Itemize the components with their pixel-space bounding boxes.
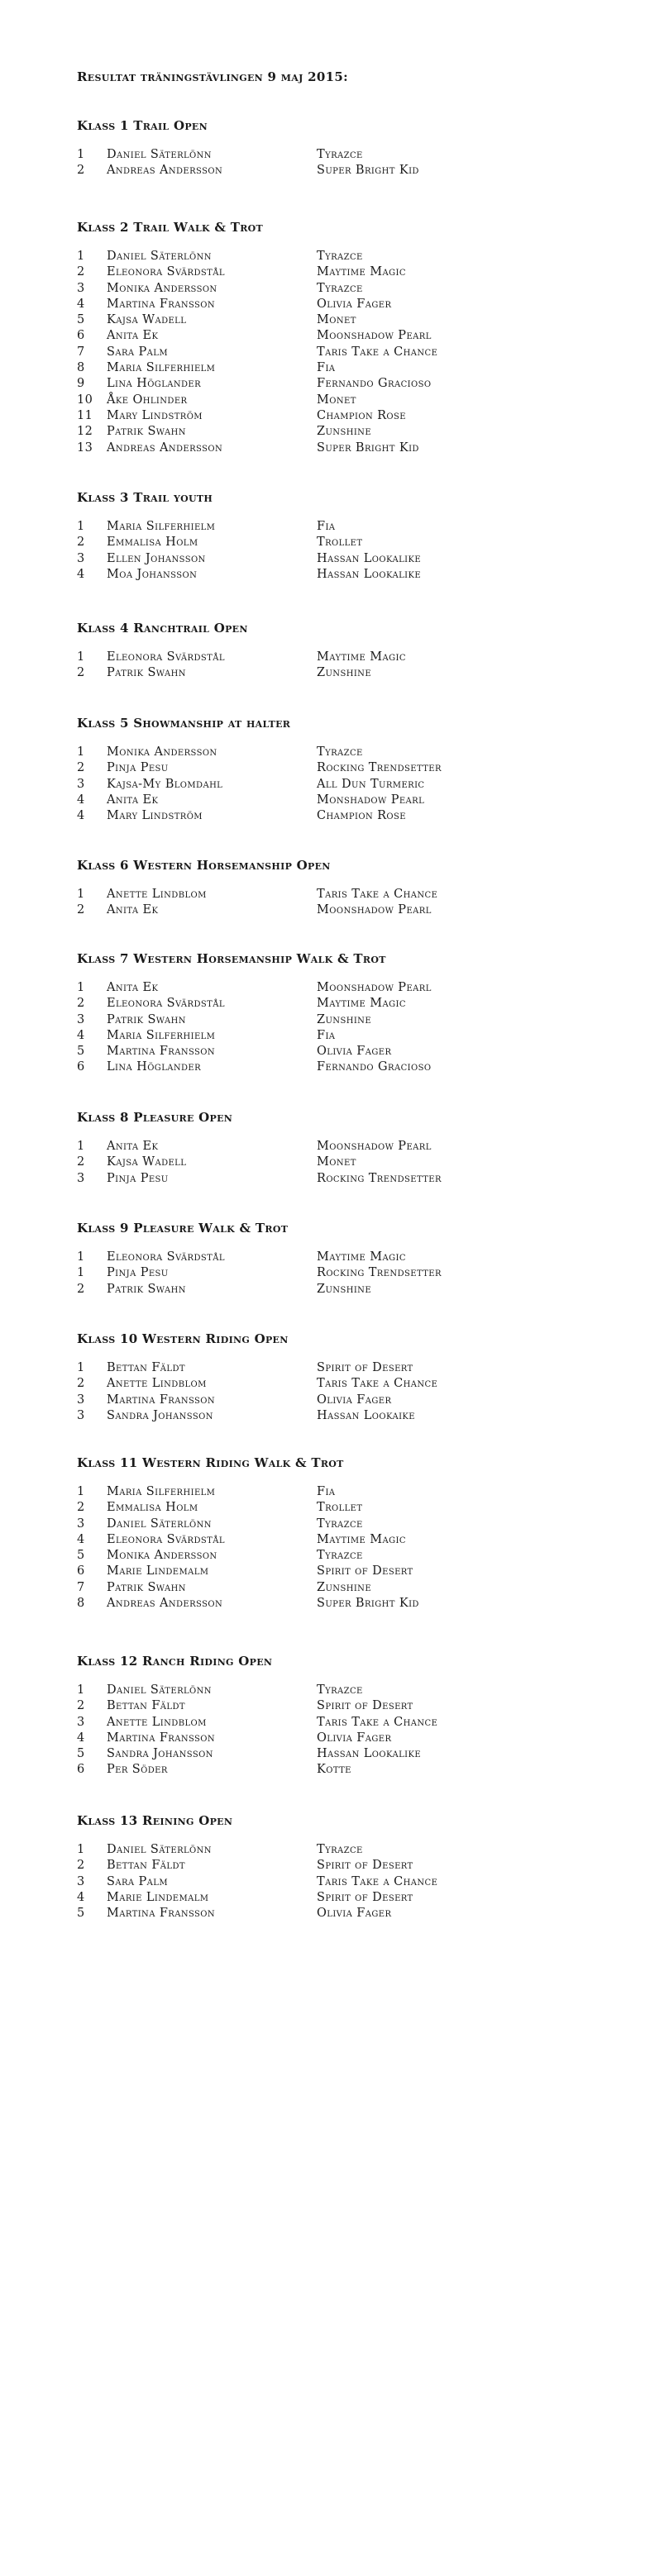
result-row [77,424,606,440]
horse-name: Moonshadow Pearl [317,903,432,917]
klass-title: Klass 13 Reining Open [77,1813,233,1828]
rider-name: Anette Lindblom [107,888,207,901]
result-row [77,312,606,328]
result-row [77,1564,606,1579]
result-rank: 2 [77,761,85,775]
horse-name: Spirit of Desert [317,1564,413,1578]
klass-section [77,1109,606,1187]
rider-name: Anita Ek [107,1140,159,1153]
horse-name: Spirit of Desert [317,1361,413,1374]
horse-name: Zunshine [317,1282,372,1296]
result-row [77,1282,606,1298]
horse-name: Hassan Lookalike [317,1747,422,1761]
result-rank: 3 [77,551,85,565]
result-rank: 3 [77,1393,85,1407]
result-row [77,1044,606,1059]
result-rank: 3 [77,1408,85,1422]
horse-name: Tyrazce [317,1683,363,1697]
result-rank: 1 [77,981,85,994]
result-rank: 2 [77,1282,85,1296]
result-rank: 3 [77,1517,85,1531]
horse-name: Tyrazce [317,1549,363,1563]
horse-name: Fia [317,520,336,533]
result-rank: 6 [77,329,85,343]
klass-section [77,1331,606,1424]
rider-name: Eleonora Svärdstål [107,1532,225,1546]
klass-section [77,1220,606,1298]
rider-name: Daniel Säterlönn [107,148,212,161]
result-rank: 2 [77,1155,85,1169]
horse-name: Tyrazce [317,250,363,263]
rider-name: Eleonora Svärdstål [107,997,225,1011]
result-rank: 3 [77,281,85,295]
horse-name: Fernando Gracioso [317,377,432,391]
result-rank: 8 [77,1597,85,1611]
horse-name: Tyrazce [317,148,363,161]
result-rank: 6 [77,1763,85,1777]
horse-name: Super Bright Kid [317,164,419,178]
horse-name: Olivia Fager [317,1731,392,1745]
result-row [77,1171,606,1187]
klass-section [77,620,606,682]
result-row [77,1408,606,1424]
result-row [77,1715,606,1731]
rider-name: Per Söder [107,1763,168,1777]
result-rank: 2 [77,666,85,680]
rider-name: Marie Lindemalm [107,1890,209,1904]
result-row [77,665,606,681]
result-row [77,1683,606,1698]
result-rank: 1 [77,1250,85,1264]
rider-name: Martina Fransson [107,1393,216,1407]
result-rank: 1 [77,148,85,161]
horse-name: Moonshadow Pearl [317,329,432,343]
result-rank: 3 [77,1012,85,1026]
horse-name: Monet [317,1155,356,1169]
result-row [77,1517,606,1532]
result-row [77,793,606,808]
result-rank: 11 [77,408,93,422]
rider-name: Moa Johansson [107,567,198,581]
result-rank: 3 [77,1874,85,1888]
rider-name: Pinja Pesu [107,761,169,775]
result-row [77,745,606,760]
result-row [77,408,606,424]
result-row [77,440,606,456]
rider-name: Martina Fransson [107,1907,216,1921]
horse-name: Olivia Fager [317,297,392,311]
horse-name: Tyrazce [317,745,363,759]
horse-name: Taris Take a Chance [317,1377,438,1391]
result-rank: 1 [77,1683,85,1697]
rider-name: Lina Höglander [107,377,202,391]
result-row [77,760,606,776]
result-row [77,1874,606,1890]
horse-name: Spirit of Desert [317,1859,413,1873]
rider-name: Anita Ek [107,981,159,994]
result-rank: 2 [77,164,85,178]
horse-name: Taris Take a Chance [317,345,438,359]
result-row [77,297,606,312]
result-rank: 4 [77,1028,85,1042]
rider-name: Patrik Swahn [107,425,186,439]
result-rank: 4 [77,297,85,311]
rider-name: Anette Lindblom [107,1715,207,1729]
horse-name: Zunshine [317,666,372,680]
result-rank: 4 [77,1532,85,1546]
result-rank: 4 [77,809,85,823]
result-row [77,1890,606,1906]
result-row [77,1265,606,1281]
result-rank: 4 [77,1731,85,1745]
result-rank: 13 [77,440,93,455]
rider-name: Daniel Säterlönn [107,250,212,263]
result-row [77,902,606,918]
result-rank: 4 [77,793,85,807]
result-rank: 2 [77,1377,85,1391]
horse-name: All Dun Turmeric [317,777,425,791]
horse-name: Taris Take a Chance [317,1715,438,1729]
klass-title: Klass 2 Trail Walk & Trot [77,220,264,235]
rider-name: Sandra Johansson [107,1747,213,1761]
result-rank: 8 [77,361,85,375]
result-row [77,1580,606,1596]
result-row [77,1500,606,1516]
horse-name: Hassan Lookalike [317,551,422,565]
rider-name: Anita Ek [107,793,159,807]
rider-name: Andreas Andersson [107,1597,223,1611]
klass-section [77,715,606,824]
horse-name: Fia [317,361,336,375]
horse-name: Maytime Magic [317,265,406,279]
horse-name: Fia [317,1028,336,1042]
result-row [77,1842,606,1858]
rider-name: Anette Lindblom [107,1377,207,1391]
result-row [77,1698,606,1714]
rider-name: Maria Silferhielm [107,520,216,533]
result-row [77,1906,606,1921]
rider-name: Martina Fransson [107,1045,216,1059]
result-row [77,1858,606,1874]
rider-name: Pinja Pesu [107,1171,169,1185]
document-title: Resultat träningstävlingen 9 maj 2015: [77,69,348,84]
horse-name: Trollet [317,1501,363,1515]
result-row [77,777,606,793]
result-row [77,1250,606,1265]
horse-name: Super Bright Kid [317,440,419,455]
rider-name: Marie Lindemalm [107,1564,209,1578]
result-row [77,1155,606,1170]
rider-name: Maria Silferhielm [107,1028,216,1042]
horse-name: Taris Take a Chance [317,1874,438,1888]
result-rank: 1 [77,1843,85,1856]
result-rank: 3 [77,777,85,791]
rider-name: Martina Fransson [107,1731,216,1745]
horse-name: Rocking Trendsetter [317,1171,442,1185]
result-row [77,360,606,376]
horse-name: Tyrazce [317,281,363,295]
horse-name: Maytime Magic [317,1250,406,1264]
horse-name: Spirit of Desert [317,1890,413,1904]
result-row [77,1376,606,1392]
rider-name: Bettan Fäldt [107,1859,185,1873]
result-row [77,1548,606,1564]
result-row [77,281,606,297]
rider-name: Eleonora Svärdstål [107,265,225,279]
rider-name: Mary Lindström [107,809,203,823]
result-row [77,551,606,567]
result-rank: 1 [77,745,85,759]
result-rank: 5 [77,1045,85,1059]
horse-name: Super Bright Kid [317,1597,419,1611]
rider-name: Emmalisa Holm [107,536,198,550]
result-rank: 2 [77,997,85,1011]
horse-name: Monet [317,313,356,327]
klass-section [77,1812,606,1921]
result-rank: 1 [77,1266,85,1280]
result-rank: 6 [77,1060,85,1074]
result-rank: 1 [77,1485,85,1498]
result-row [77,376,606,392]
horse-name: Zunshine [317,1580,372,1594]
rider-name: Patrik Swahn [107,1282,186,1296]
result-rank: 4 [77,567,85,581]
rider-name: Monika Andersson [107,745,217,759]
horse-name: Olivia Fager [317,1393,392,1407]
horse-name: Maytime Magic [317,650,406,664]
horse-name: Moonshadow Pearl [317,1140,432,1153]
rider-name: Lina Höglander [107,1060,202,1074]
result-row [77,1762,606,1778]
horse-name: Hassan Lookaike [317,1408,416,1422]
horse-name: Rocking Trendsetter [317,1266,442,1280]
result-rank: 2 [77,1699,85,1713]
rider-name: Monika Andersson [107,281,217,295]
rider-name: Mary Lindström [107,408,203,422]
result-row [77,1532,606,1548]
horse-name: Hassan Lookalike [317,567,422,581]
rider-name: Kajsa-My Blomdahl [107,777,223,791]
horse-name: Rocking Trendsetter [317,761,442,775]
result-row [77,1139,606,1155]
rider-name: Kajsa Wadell [107,313,187,327]
horse-name: Fernando Gracioso [317,1060,432,1074]
klass-title: Klass 8 Pleasure Open [77,1110,233,1125]
rider-name: Patrik Swahn [107,1012,186,1026]
horse-name: Trollet [317,536,363,550]
rider-name: Andreas Andersson [107,164,223,178]
klass-section [77,117,606,179]
result-row [77,996,606,1012]
result-row [77,1731,606,1746]
result-rank: 2 [77,536,85,550]
result-row [77,567,606,583]
result-row [77,393,606,408]
result-rank: 2 [77,265,85,279]
result-rank: 6 [77,1564,85,1578]
rider-name: Åke Ohlinder [107,393,188,407]
horse-name: Monshadow Pearl [317,793,425,807]
result-row [77,808,606,824]
result-rank: 7 [77,1580,85,1594]
horse-name: Kotte [317,1763,351,1777]
klass-title: Klass 6 Western Horsemanship Open [77,858,331,873]
rider-name: Martina Fransson [107,297,216,311]
result-row [77,650,606,665]
result-rank: 1 [77,250,85,263]
klass-title: Klass 9 Pleasure Walk & Trot [77,1221,289,1236]
rider-name: Monika Andersson [107,1549,217,1563]
result-rank: 3 [77,1715,85,1729]
result-rank: 5 [77,1549,85,1563]
result-rank: 1 [77,520,85,533]
rider-name: Ellen Johansson [107,551,206,565]
result-rank: 10 [77,393,93,407]
result-rank: 5 [77,313,85,327]
klass-title: Klass 10 Western Riding Open [77,1331,289,1346]
klass-section [77,1653,606,1778]
result-rank: 5 [77,1747,85,1761]
horse-name: Champion Rose [317,809,406,823]
rider-name: Anita Ek [107,903,159,917]
result-row [77,163,606,179]
horse-name: Taris Take a Chance [317,888,438,901]
horse-name: Zunshine [317,1012,372,1026]
result-rank: 2 [77,1501,85,1515]
result-row [77,1012,606,1028]
result-rank: 5 [77,1907,85,1921]
result-row [77,264,606,280]
result-rank: 1 [77,1361,85,1374]
result-rank: 1 [77,1140,85,1153]
result-row [77,1059,606,1075]
klass-title: Klass 1 Trail Open [77,118,208,133]
result-rank: 3 [77,1171,85,1185]
result-row [77,1028,606,1044]
result-rank: 2 [77,1859,85,1873]
horse-name: Fia [317,1485,336,1498]
result-row [77,328,606,344]
rider-name: Bettan Fäldt [107,1361,185,1374]
result-rank: 2 [77,903,85,917]
result-row [77,249,606,264]
result-row [77,1746,606,1762]
rider-name: Kajsa Wadell [107,1155,187,1169]
rider-name: Daniel Säterlönn [107,1517,212,1531]
klass-section [77,219,606,456]
result-row [77,1596,606,1612]
rider-name: Andreas Andersson [107,440,223,455]
klass-section [77,1455,606,1612]
rider-name: Sara Palm [107,1874,168,1888]
klass-title: Klass 4 Ranchtrail Open [77,621,248,636]
rider-name: Patrik Swahn [107,666,186,680]
horse-name: Maytime Magic [317,1532,406,1546]
klass-title: Klass 5 Showmanship at halter [77,716,291,731]
rider-name: Maria Silferhielm [107,361,216,375]
rider-name: Eleonora Svärdstål [107,1250,225,1264]
rider-name: Anita Ek [107,329,159,343]
rider-name: Eleonora Svärdstål [107,650,225,664]
klass-section [77,489,606,583]
horse-name: Zunshine [317,425,372,439]
result-row [77,535,606,550]
klass-title: Klass 3 Trail youth [77,490,213,505]
result-row [77,1393,606,1408]
result-rank: 1 [77,650,85,664]
klass-section [77,950,606,1076]
result-rank: 12 [77,425,93,439]
result-row [77,519,606,535]
rider-name: Pinja Pesu [107,1266,169,1280]
horse-name: Olivia Fager [317,1045,392,1059]
result-rank: 1 [77,888,85,901]
horse-name: Tyrazce [317,1843,363,1856]
rider-name: Bettan Fäldt [107,1699,185,1713]
result-row [77,147,606,163]
rider-name: Sandra Johansson [107,1408,213,1422]
rider-name: Daniel Säterlönn [107,1683,212,1697]
result-row [77,1360,606,1376]
horse-name: Spirit of Desert [317,1699,413,1713]
rider-name: Sara Palm [107,345,168,359]
horse-name: Olivia Fager [317,1907,392,1921]
horse-name: Tyrazce [317,1517,363,1531]
klass-title: Klass 7 Western Horsemanship Walk & Trot [77,951,386,966]
klass-title: Klass 11 Western Riding Walk & Trot [77,1455,344,1470]
horse-name: Monet [317,393,356,407]
horse-name: Moonshadow Pearl [317,981,432,994]
result-rank: 9 [77,377,85,391]
klass-section [77,857,606,919]
result-rank: 7 [77,345,85,359]
klass-title: Klass 12 Ranch Riding Open [77,1654,273,1669]
result-row [77,1484,606,1500]
result-row [77,980,606,996]
rider-name: Maria Silferhielm [107,1485,216,1498]
horse-name: Champion Rose [317,408,406,422]
result-row [77,345,606,360]
rider-name: Daniel Säterlönn [107,1843,212,1856]
rider-name: Patrik Swahn [107,1580,186,1594]
result-row [77,887,606,902]
rider-name: Emmalisa Holm [107,1501,198,1515]
horse-name: Maytime Magic [317,997,406,1011]
result-rank: 4 [77,1890,85,1904]
